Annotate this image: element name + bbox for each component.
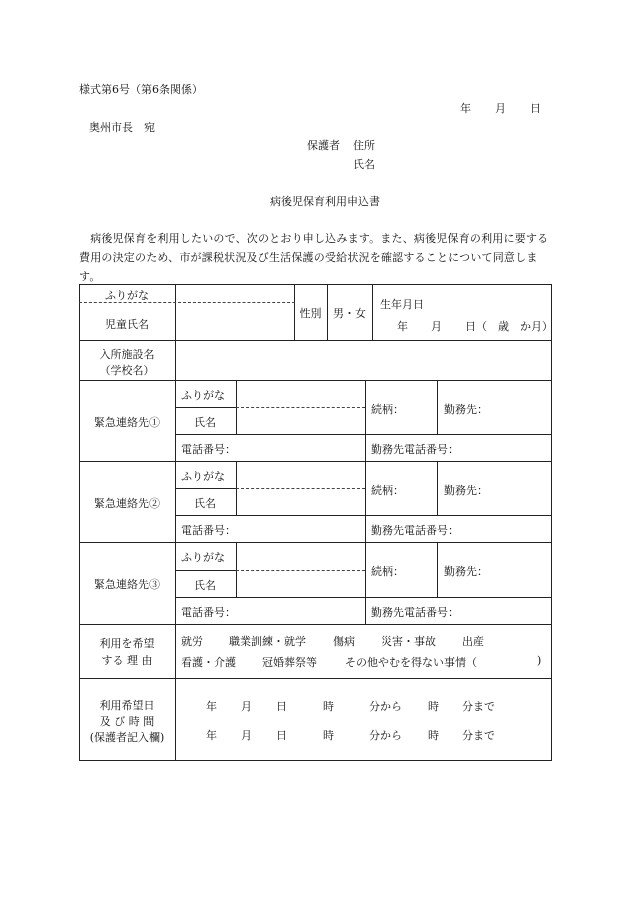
contact3-label: 緊急連絡先③ xyxy=(94,578,160,591)
address-label: 住所 xyxy=(353,139,375,152)
facility-label-1: 入所施設名 xyxy=(99,348,155,361)
reason-work: 就労 xyxy=(181,635,203,648)
date-month: 月 xyxy=(495,102,506,115)
reason-illness: 傷病 xyxy=(333,635,355,648)
schedule2-hour: 時 xyxy=(323,729,334,742)
schedule2-min-from: 分から xyxy=(369,729,402,742)
contact3-relation: 続柄： xyxy=(371,565,404,578)
facility-label-2: （学校名） xyxy=(99,364,155,377)
contact3-phone: 電話番号： xyxy=(181,606,236,619)
reason-label-2: する 理 由 xyxy=(101,654,153,667)
child-name-label: 児童氏名 xyxy=(105,318,149,331)
schedule1-month: 月 xyxy=(241,700,252,713)
contact3-workplace: 勤務先： xyxy=(444,565,488,578)
contact1-workplace: 勤務先： xyxy=(444,403,488,416)
birth-year: 年 xyxy=(397,320,408,333)
schedule2-day: 日 xyxy=(276,729,287,742)
contact2-phone: 電話番号： xyxy=(181,524,236,537)
contact1-phone: 電話番号： xyxy=(181,443,236,456)
guardian-label: 保護者 xyxy=(307,139,340,152)
birth-day-age: 日（ 歳 か月） xyxy=(465,320,553,333)
intro-paragraph: 病後児保育を利用したいので、次のとおり申し込みます。また、病後児保育の利用に要する費用の決定のため、市が課税状況及び生活保護の受給状況を確認することについて同意します。 xyxy=(79,232,549,283)
schedule-label-3: (保護者記入欄) xyxy=(89,731,165,744)
name-label: 氏名 xyxy=(353,158,375,171)
reason-nursing: 看護・介護 xyxy=(181,656,236,669)
reason-childbirth: 出産 xyxy=(462,635,484,648)
contact3-work-phone: 勤務先電話番号： xyxy=(371,606,459,619)
contact2-work-phone: 勤務先電話番号： xyxy=(371,524,459,537)
contact2-label: 緊急連絡先② xyxy=(94,497,160,510)
schedule1-day: 日 xyxy=(276,700,287,713)
reason-disaster: 災害・事故 xyxy=(381,635,436,648)
schedule-label-2: 及 び 時 間 xyxy=(99,715,155,728)
contact1-name: 氏名 xyxy=(194,416,216,429)
date-day: 日 xyxy=(530,102,541,115)
reason-label-1: 利用を希望 xyxy=(99,637,155,650)
contact1-furigana: ふりがな xyxy=(181,389,225,402)
birth-label: 生年月日 xyxy=(380,298,424,311)
schedule1-year: 年 xyxy=(206,700,217,713)
schedule1-hour: 時 xyxy=(323,700,334,713)
reason-other-close: ) xyxy=(537,654,542,667)
sex-label: 性別 xyxy=(299,307,322,320)
schedule2-min-to: 分まで xyxy=(462,729,495,742)
reason-other: その他やむを得ない事情（ xyxy=(345,656,477,669)
reason-training: 職業訓練・就学 xyxy=(229,635,306,648)
schedule2-month: 月 xyxy=(241,729,252,742)
schedule2-hour2: 時 xyxy=(428,729,439,742)
contact2-relation: 続柄： xyxy=(371,484,404,497)
contact1-work-phone: 勤務先電話番号： xyxy=(371,443,459,456)
contact3-name: 氏名 xyxy=(194,579,216,592)
schedule2-year: 年 xyxy=(206,729,217,742)
form-number: 様式第6号（第6条関係） xyxy=(79,83,203,96)
reason-ceremony: 冠婚葬祭等 xyxy=(262,656,317,669)
date-year: 年 xyxy=(460,102,471,115)
contact1-relation: 続柄： xyxy=(371,403,404,416)
birth-month: 月 xyxy=(431,320,442,333)
sex-options: 男・女 xyxy=(333,307,366,320)
contact3-furigana: ふりがな xyxy=(181,551,225,564)
addressee: 奥州市長 宛 xyxy=(89,121,155,134)
schedule1-hour2: 時 xyxy=(428,700,439,713)
child-furigana-label: ふりがな xyxy=(105,289,149,302)
schedule-label-1: 利用希望日 xyxy=(99,699,155,712)
page-title: 病後児保育利用申込書 xyxy=(270,195,380,208)
contact2-workplace: 勤務先： xyxy=(444,484,488,497)
contact2-name: 氏名 xyxy=(194,497,216,510)
schedule1-min-to: 分まで xyxy=(462,700,495,713)
contact1-label: 緊急連絡先① xyxy=(94,416,160,429)
contact2-furigana: ふりがな xyxy=(181,470,225,483)
schedule1-min-from: 分から xyxy=(369,700,402,713)
